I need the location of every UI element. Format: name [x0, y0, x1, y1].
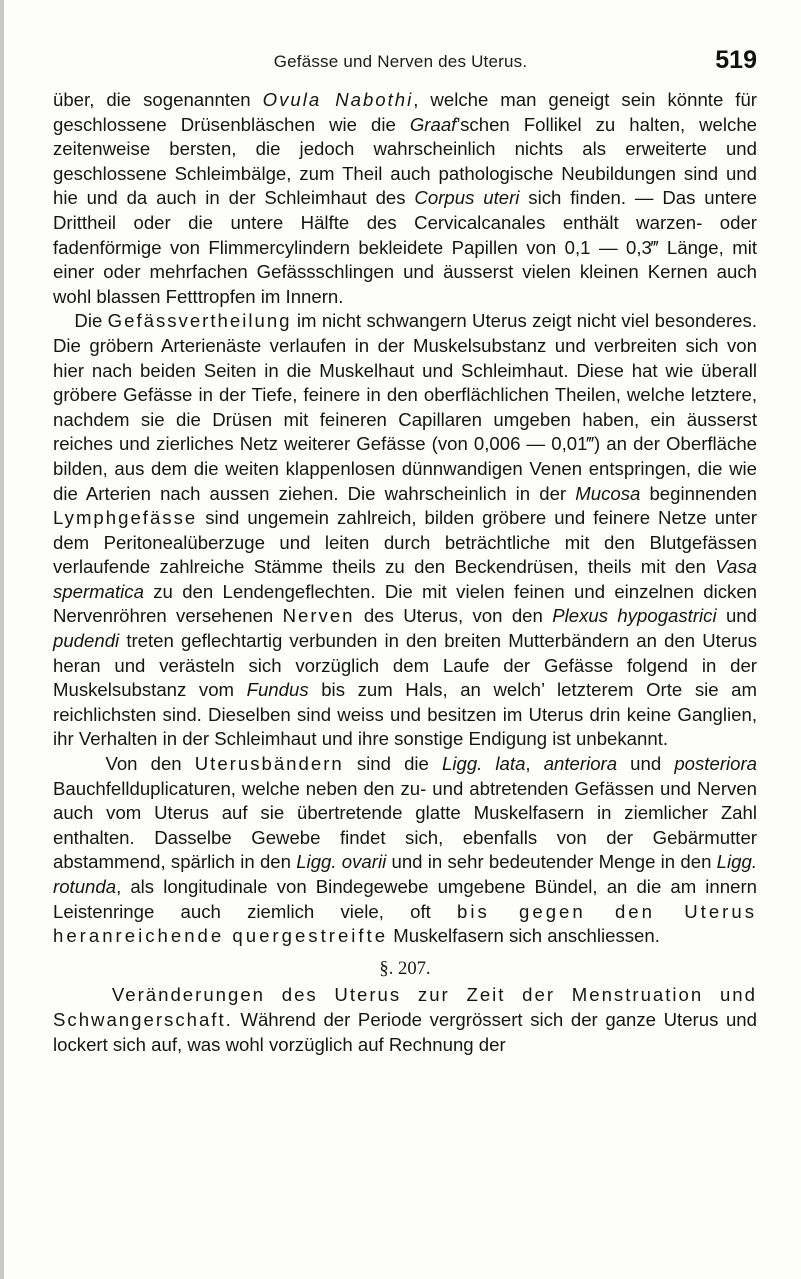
paragraph-uterusbaender [53, 752, 757, 949]
spaced-term: Gefässvertheilung [107, 310, 292, 332]
page-edge-shadow [0, 0, 4, 1279]
running-title: Gefässe und Nerven des Uterus. [273, 52, 528, 71]
text-run: treten geflechtartig verbunden in den breiten Mutterbändern an den Uterus heran und verästeln sich vorzüglich dem Laufe der Gefässe folgend in der Muskelsubstanz vom [53, 630, 757, 701]
italic-term: Vasa spermatica [53, 556, 757, 602]
italic-term: Plexus hypogastrici [552, 605, 717, 627]
italic-term: Ligg. ovarii [296, 851, 387, 873]
body-text [53, 88, 757, 1057]
paragraph-gefaessvertheilung [53, 309, 757, 752]
text-run: beginnenden [640, 482, 757, 504]
text-run: im nicht schwangern Uterus zeigt nicht viel besonderes. Die gröbern Arterienäste verlaufen in der Muskelsubstanz und verbreiten sich von hier nach beiden Seiten in die Muskelhaut und Schleimhaut. Diese hat wie überall gröbere Gefässe in der Tiefe, feinere in den oberflächlichen Theilen, welche letztere, nachdem sie die Drüsen mit feineren Capillaren umgeben haben, ein äusserst reiches und zierliches Netz weiterer Gefässe (von 0,006 — 0,01‴) an der Oberfläche bilden, aus dem die weiten klappenlosen dünnwandigen Venen entspringen, die wie die Arterien nach aussen ziehen. Die wahrscheinlich in der [53, 310, 757, 504]
italic-term: Corpus uteri [414, 187, 520, 209]
text-run: sind die [343, 753, 442, 775]
text-run: des Uterus, von den [354, 605, 553, 627]
paragraph-ovula [53, 88, 757, 309]
italic-term: anteriora [543, 753, 618, 775]
text-run: über, die sogenannten [53, 89, 263, 110]
text-run: und in sehr bedeutender Menge in den [386, 851, 717, 873]
text-run: und [617, 753, 675, 775]
text-run: bis zum Hals, an welch’ letzterem Orte sie am reichlichsten sind. Dieselben sind weiss und besitzen im Uterus drin keine Ganglien, ihr Verhalten in der Schleimhaut und ihre sonstige Endigung ist unbekannt. [53, 679, 757, 750]
spaced-term: Uterusbändern [194, 753, 344, 775]
text-run: und [716, 605, 757, 627]
paragraph-veraenderungen [53, 983, 757, 1057]
spaced-term: Lymphgefässe [53, 507, 198, 529]
text-run: Muskelfasern sich anschliessen. [388, 925, 660, 947]
spaced-term: bis gegen den Uterus heranreichende quergestreifte [53, 900, 757, 947]
spaced-term: Nerven [282, 605, 355, 627]
text-run: , welche man geneigt sein könnte für geschlossene Drüsenbläschen wie die [53, 89, 757, 135]
text-run: , [525, 753, 544, 775]
italic-term: Ovula Nabothi [262, 89, 414, 110]
text-run: Während der Periode vergrössert sich der ganze Uterus und lockert sich auf, was wohl vorzüglich auf Rechnung der [53, 1008, 757, 1055]
italic-term: Mucosa [575, 482, 641, 504]
text-run: sich finden. — Das untere Drittheil oder die untere Hälfte des Cervicalcanales enthält warzen- oder fadenförmige von Flimmercylindern bekleidete Papillen von 0,1 — 0,3‴ Länge, mit einer oder mehrfachen Gefässschlingen und äusserst vielen kleinen Kernen auch wohl blassen Fetttropfen im Innern. [53, 187, 758, 307]
text-run: zu den Lendengeflechten. Die mit vielen feinen und einzelnen dicken Nervenröhren versehenen [53, 580, 757, 627]
italic-term: pudendi [53, 630, 120, 652]
text-run: sind ungemein zahlreich, bilden gröbere und feinere Netze unter dem Peritonealüberzuge und leiten durch beträchtliche mit den Blutgefässen verlaufende zahlreiche Stämme theils zu den Beckendrüsen, theils mit den [53, 507, 757, 578]
italic-name: Graaf [409, 113, 457, 135]
text-run: Bauchfellduplicaturen, welche neben den zu- und abtretenden Gefässen und Nerven auch vom Uterus auf sie übertretende glatte Muskelfasern in ziemlicher Zahl enthalten. Dasselbe Gewebe findet sich, ebenfalls von der Gebärmutter abstammend, spärlich in den [53, 777, 757, 873]
running-header [0, 46, 801, 80]
section-number: §. 207. [379, 957, 431, 979]
spaced-heading: Veränderungen des Uterus zur Zeit der Menstruation und Schwangerschaft. [53, 984, 757, 1030]
text-run: Von den [105, 753, 195, 775]
text-run: Die [74, 310, 108, 332]
italic-term: Ligg. lata [442, 753, 526, 775]
italic-term: posteriora [674, 753, 758, 775]
italic-term: Fundus [246, 679, 309, 701]
text-run: , als longitudinale von Bindegewebe umgebene Bündel, an die am innern Leistenringe auch ziemlich viele, oft [53, 876, 757, 922]
page-number: 519 [715, 46, 757, 74]
text-run: ’schen Follikel zu halten, welche zeitenweise bersten, die jedoch wahrscheinlich nichts als erweiterte und geschlossene Schleimbälge, zum Theil auch pathologische Neubildungen sind und hie und da auch in der Schleimhaut des [53, 113, 757, 209]
italic-term: Ligg. rotunda [53, 851, 757, 897]
